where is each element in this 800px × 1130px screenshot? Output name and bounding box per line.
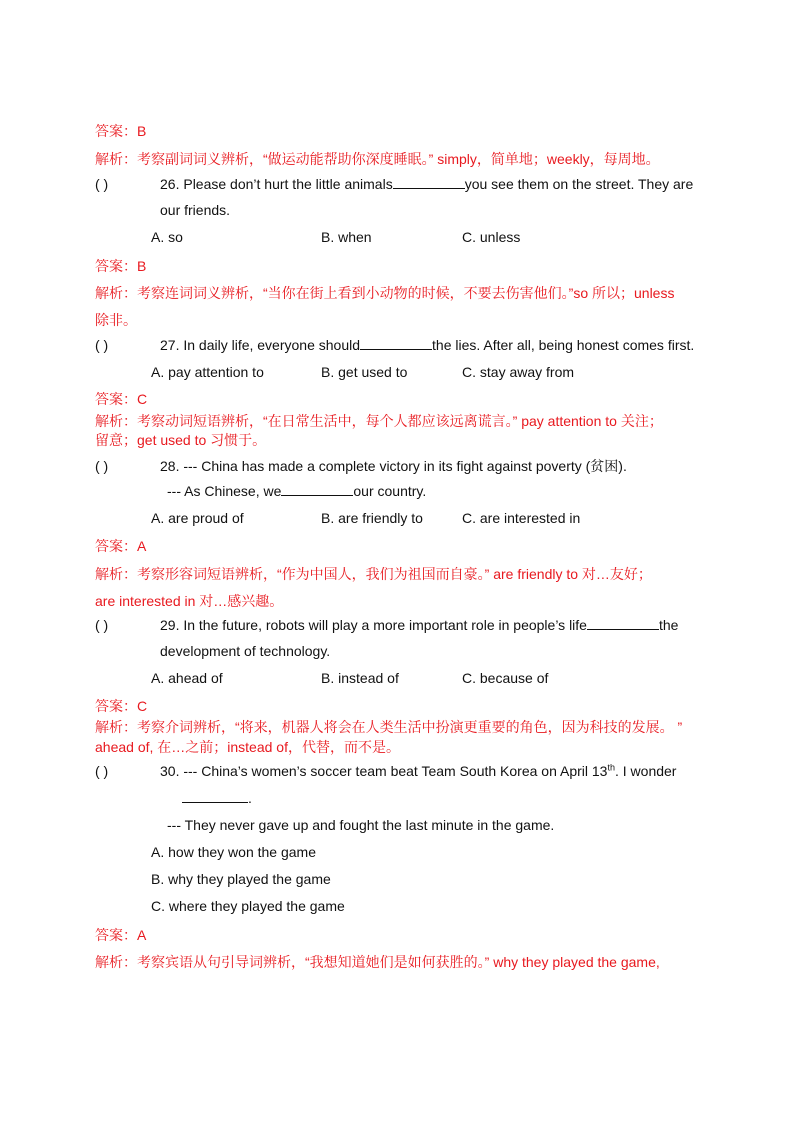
- answer-paren: ( ): [95, 176, 109, 192]
- answer-label: 答案：C: [95, 698, 148, 714]
- q25-answer: 答案：B: [95, 123, 147, 139]
- superscript: th: [607, 762, 615, 773]
- analysis-text: are interested in 对…感兴趣。: [95, 593, 284, 609]
- stem-text: . I wonder: [614, 763, 677, 779]
- stem-text: our country.: [353, 483, 427, 499]
- stem-text: 29. In the future, robots will play a more important role in people’s life: [160, 617, 587, 633]
- answer-paren: ( ): [95, 617, 109, 633]
- option-b: B. instead of: [321, 670, 399, 686]
- question-stem-continued: [167, 482, 426, 500]
- stem-text: 30. --- China’s women’s soccer team beat Team South Korea on April 13: [160, 763, 608, 779]
- analysis-text: 解析：考察连词词义辨析，“当你在街上看到小动物的时候，不要去伤害他们。”so 所以；unless: [95, 285, 675, 301]
- question-stem-continued: our friends.: [160, 202, 231, 218]
- option-a: A. are proud of: [151, 510, 244, 526]
- option-b: B. are friendly to: [321, 510, 423, 526]
- option-c: C. stay away from: [462, 364, 575, 380]
- stem-text: .: [248, 790, 252, 806]
- question-stem: [160, 336, 694, 354]
- option-b: B. why they played the game: [151, 871, 331, 887]
- analysis-text: 解析：考察形容词短语辨析，“作为中国人，我们为祖国而自豪。” are friendly to 对…友好；: [95, 566, 652, 582]
- fill-blank: [281, 482, 353, 496]
- fill-blank: [182, 789, 248, 803]
- analysis-text: 解析：考察宾语从句引导词辨析，“我想知道她们是如何获胜的。” why they played the game,: [95, 954, 660, 970]
- analysis-text: 解析：考察动词短语辨析，“在日常生活中，每个人都应该远离谎言。” pay attention to 关注；: [95, 413, 663, 429]
- answer-label: 答案：B: [95, 258, 147, 274]
- analysis-text: 除非。: [95, 312, 137, 328]
- q25-analysis: 解析：考察副词词义辨析，“做运动能帮助你深度睡眠。” simply，简单地；weekly，每周地。: [95, 151, 660, 167]
- question-stem: [160, 762, 676, 780]
- answer-paren: ( ): [95, 337, 109, 353]
- answer-paren: ( ): [95, 763, 109, 779]
- option-a: A. how they won the game: [151, 844, 316, 860]
- fill-blank: [587, 616, 659, 630]
- question-stem: 28. --- China has made a complete victory in its fight against poverty (贫困).: [160, 458, 627, 474]
- stem-text: 27. In daily life, everyone should: [160, 337, 361, 353]
- option-a: A. so: [151, 229, 183, 245]
- question-stem: [160, 616, 678, 634]
- stem-text: the lies. After all, being honest comes first.: [432, 337, 695, 353]
- fill-blank: [393, 175, 465, 189]
- analysis-text: ahead of, 在…之前；instead of，代替，而不是。: [95, 739, 400, 755]
- fill-blank: [360, 336, 432, 350]
- option-a: A. ahead of: [151, 670, 223, 686]
- option-c: C. because of: [462, 670, 549, 686]
- answer-label: 答案：C: [95, 391, 148, 407]
- answer-label: 答案：A: [95, 538, 147, 554]
- option-b: B. when: [321, 229, 372, 245]
- option-b: B. get used to: [321, 364, 408, 380]
- option-c: C. are interested in: [462, 510, 581, 526]
- question-stem-continued: [182, 789, 252, 807]
- stem-text: the: [658, 617, 679, 633]
- question-stem: [160, 175, 693, 193]
- stem-text: 26. Please don’t hurt the little animals: [160, 176, 393, 192]
- analysis-text: 留意；get used to 习惯于。: [95, 432, 267, 448]
- answer-paren: ( ): [95, 458, 109, 474]
- analysis-text: 解析：考察介词辨析，“将来，机器人将会在人类生活中扮演更重要的角色，因为科技的发展。 ”: [95, 719, 683, 735]
- stem-text: you see them on the street. They are: [464, 176, 694, 192]
- option-c: C. unless: [462, 229, 521, 245]
- answer-label: 答案：A: [95, 927, 147, 943]
- option-a: A. pay attention to: [151, 364, 264, 380]
- stem-text: --- As Chinese, we: [167, 483, 282, 499]
- dialogue-reply: --- They never gave up and fought the last minute in the game.: [167, 817, 555, 833]
- question-stem-continued: development of technology.: [160, 643, 331, 659]
- option-c: C. where they played the game: [151, 898, 345, 914]
